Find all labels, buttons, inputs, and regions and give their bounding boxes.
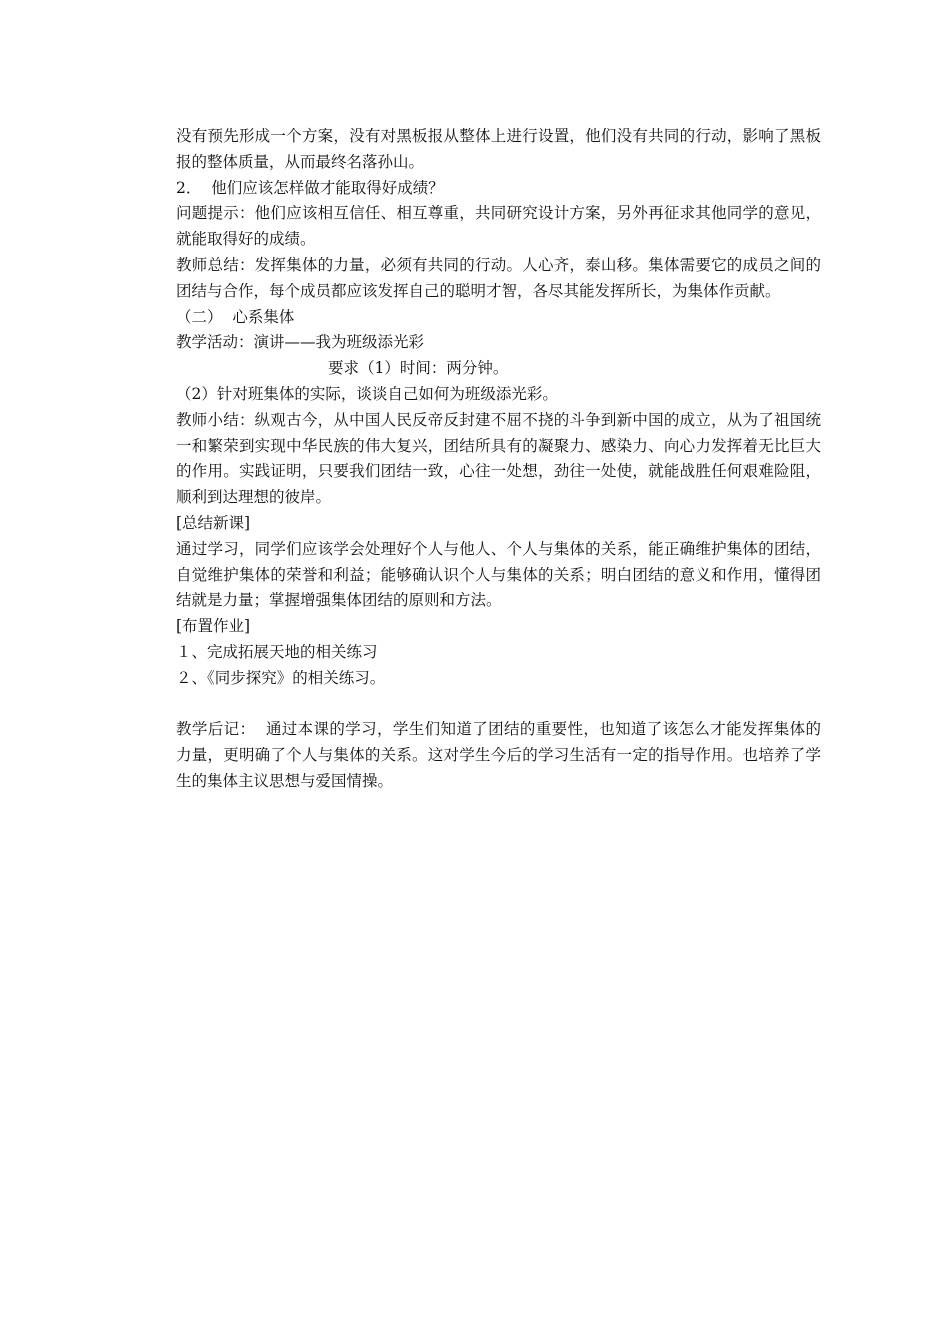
teaching-reflection: 教学后记： 通过本课的学习，学生们知道了团结的重要性，也知道了该怎么才能发挥集体的力量，更明确了个人与集体的关系。这对学生今后的学习生活有一定的指导作用。也培养了学生的集体主议思想与爱国情操。 (176, 720, 821, 790)
teacher-conclusion: 教师小结：纵观古今，从中国人民反帝反封建不屈不挠的斗争到新中国的成立，从为了祖国统一和繁荣到实现中华民族的伟大复兴，团结所具有的凝聚力、感染力、向心力发挥着无比巨大的作用。实践证明，只要我们团结一致，心往一处想，劲往一处使，就能战胜任何艰难险阻，顺利到达理想的彼岸。 (176, 410, 821, 507)
teacher-summary: 教师总结：发挥集体的力量，必须有共同的行动。人心齐，泰山移。集体需要它的成员之间的团结与合作，每个成员都应该发挥自己的聪明才智，各尽其能发挥所长，为集体作贡献。 (176, 255, 821, 300)
requirement-2: （2）针对班集体的实际，谈谈自己如何为班级添光彩。 (176, 384, 558, 403)
heading-homework: [布置作业] (176, 617, 251, 636)
hint-paragraph: 问题提示：他们应该相互信任、相互尊重，共同研究设计方案，另外再征求其他同学的意见，就能取得好的成绩。 (176, 204, 821, 249)
section-heading-2: （二） 心系集体 (176, 307, 295, 326)
heading-summary-lesson: [总结新课] (176, 513, 251, 532)
requirement-1: 要求（1）时间：两分钟。 (328, 359, 509, 378)
teaching-activity: 教学活动：演讲——我为班级添光彩 (176, 333, 425, 352)
paragraph-board-analysis: 没有预先形成一个方案，没有对黑板报从整体上进行设置，他们没有共同的行动，影响了黑板报的整体质量，从而最终名落孙山。 (176, 127, 821, 171)
document-body (176, 124, 821, 795)
homework-item-1: １、完成拓展天地的相关练习 (176, 642, 378, 661)
question-2: 2． 他们应该怎样做才能取得好成绩？ (176, 178, 444, 197)
summary-paragraph: 通过学习，同学们应该学会处理好个人与他人、个人与集体的关系，能正确维护集体的团结，自觉维护集体的荣誉和利益；能够确认识个人与集体的关系；明白团结的意义和作用，懂得团结就是力量；掌握增强集体团结的原则和方法。 (176, 539, 821, 610)
homework-item-2: ２、《同步探究》的相关练习。 (176, 668, 386, 687)
blank-line (176, 692, 821, 718)
